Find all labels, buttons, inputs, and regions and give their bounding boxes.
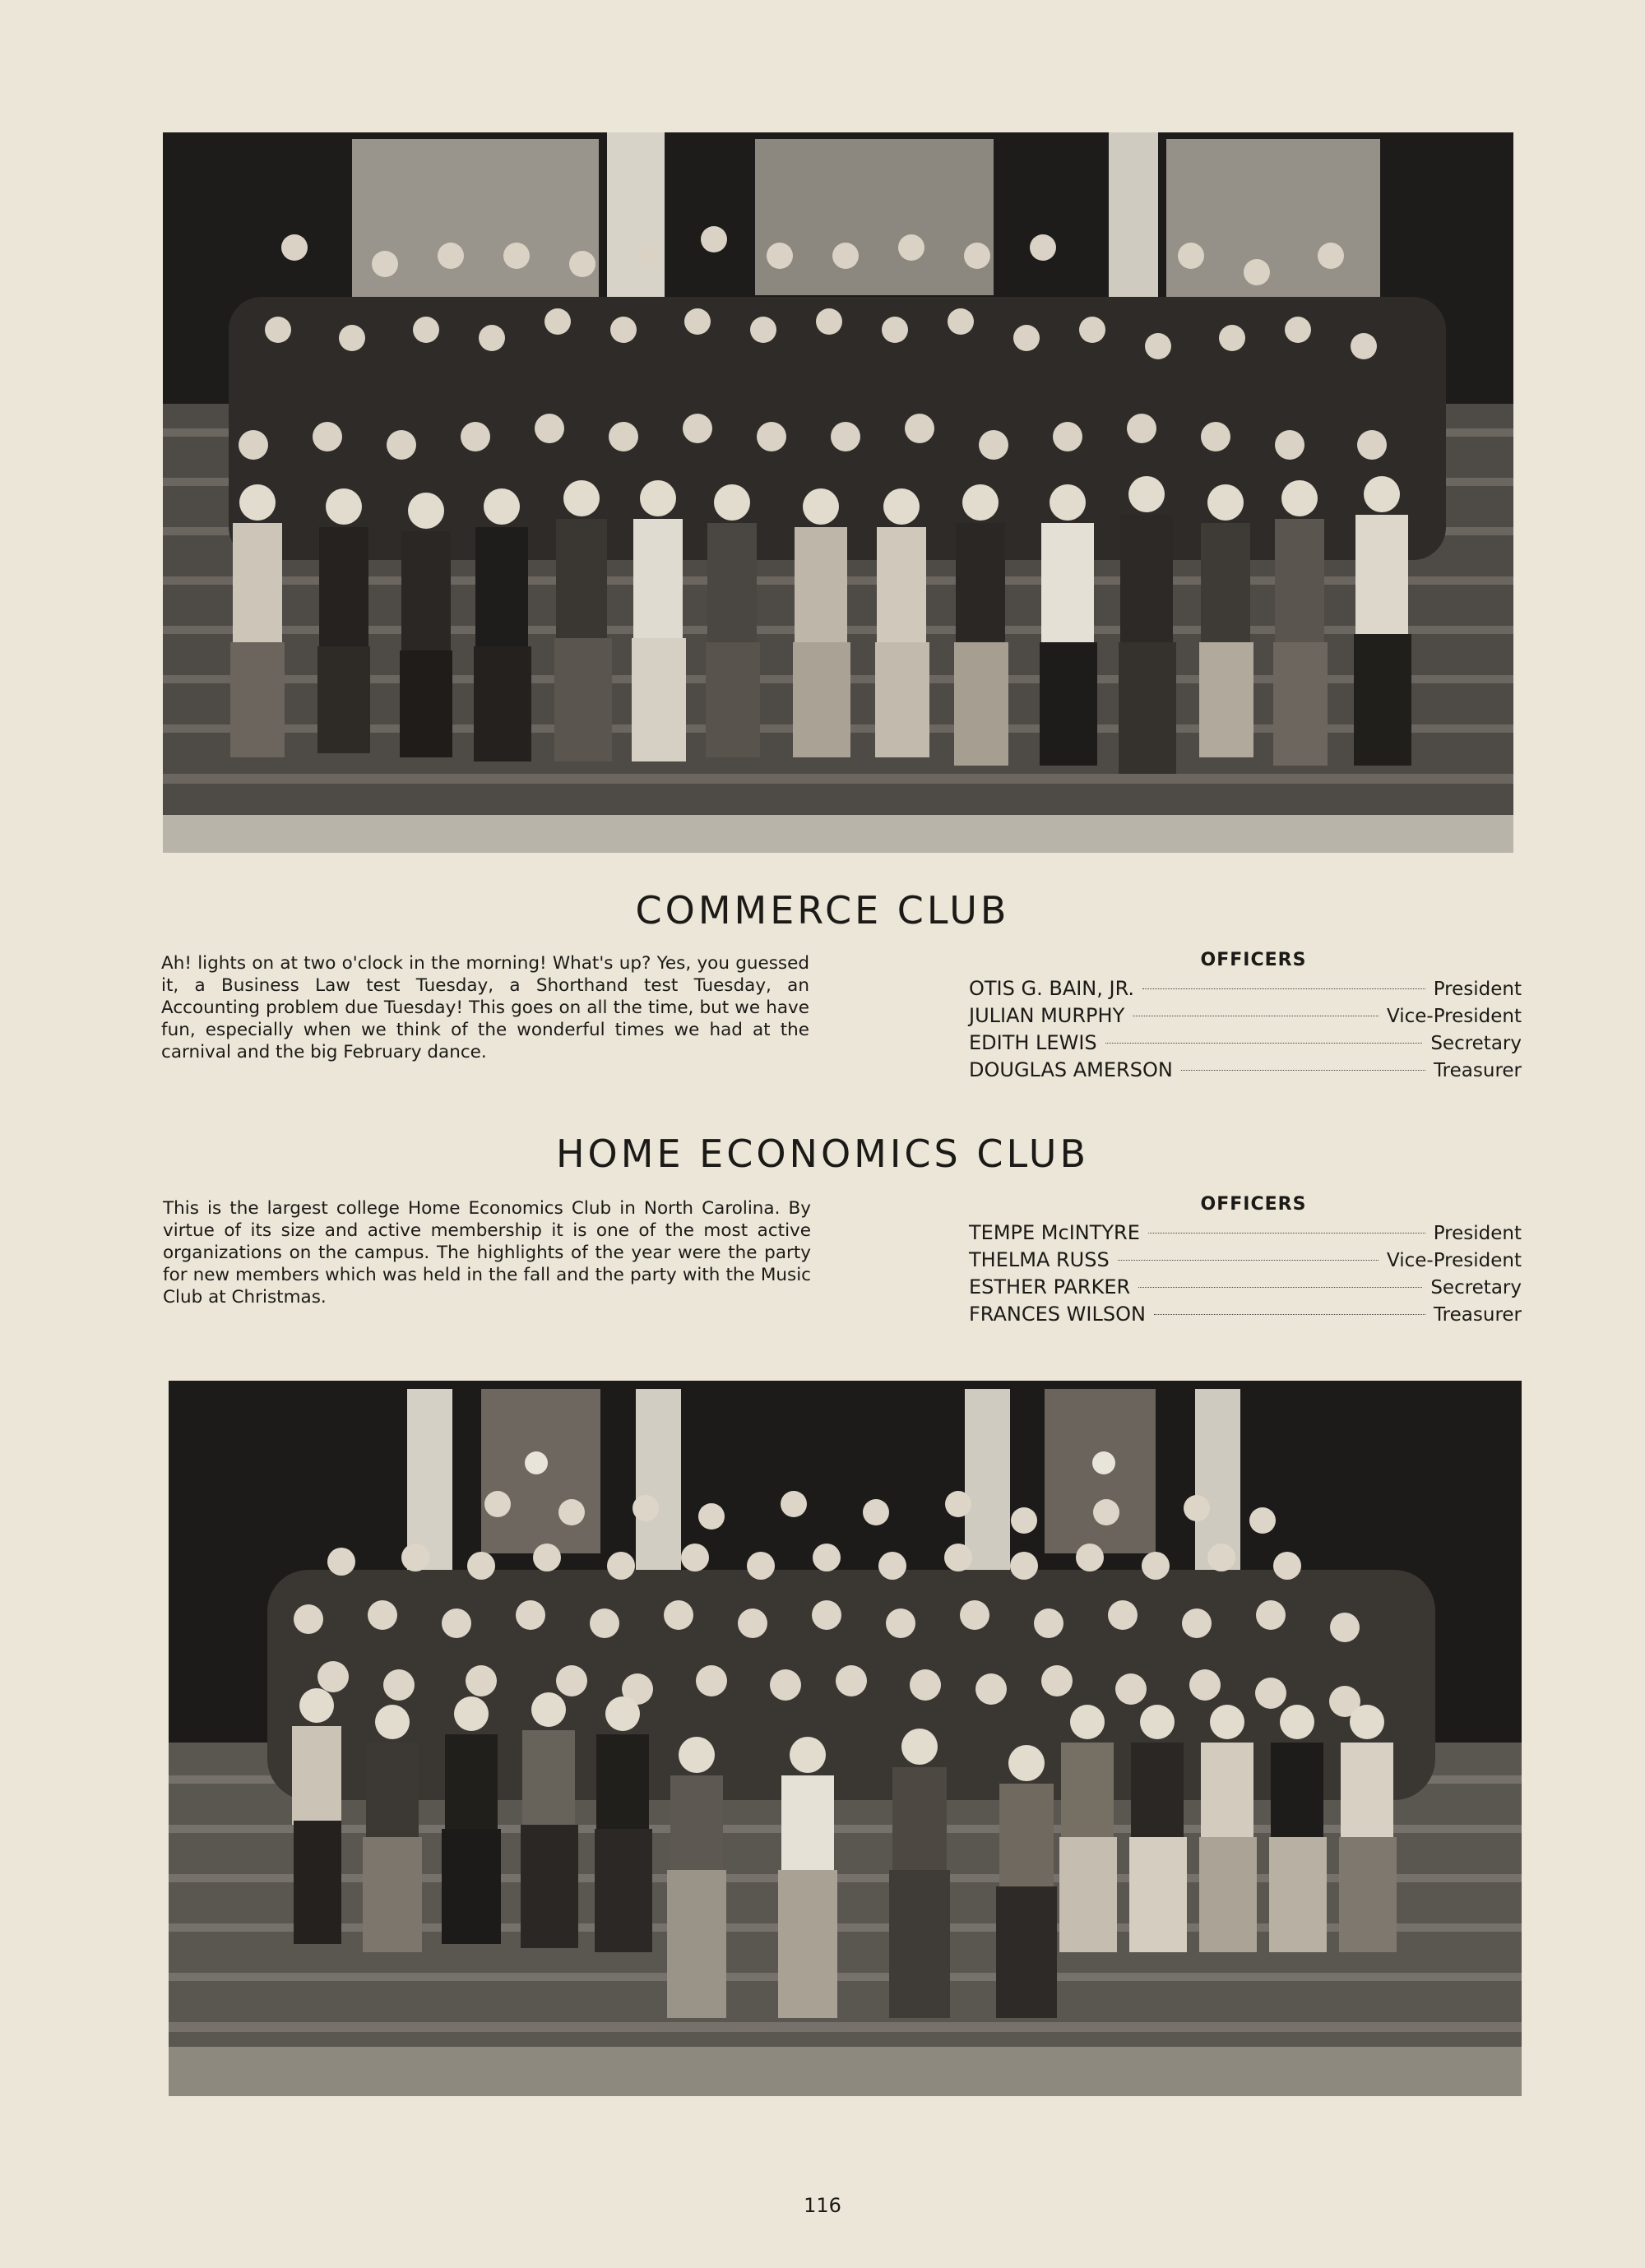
dotted-leader (1142, 988, 1425, 989)
officer-row (969, 1220, 1522, 1247)
officers-heading: OFFICERS (1200, 1194, 1307, 1215)
officer-name: TEMPE McINTYRE (969, 1221, 1140, 1244)
officer-row (969, 975, 1522, 1002)
commerce-club-description: Ah! lights on at two o'clock in the morning! What's up? Yes, you guessed it, a Business Law test Tuesday, a Shorthand test Tuesday, an Accounting problem due Tuesday! This goes on all the time, but we have fun, especially when we think of the wonderful times we had at the carnival and the big February dance. (161, 953, 809, 1062)
officer-row (969, 1057, 1522, 1084)
officer-name: ESTHER PARKER (969, 1275, 1131, 1298)
home-economics-club-description: This is the largest college Home Economics Club in North Carolina. By virtue of its size and active membership it is one of the most active organizations on the campus. The highlights of the year were the party for new members which was held in the fall and the party with the Music Club at Christmas. (163, 1198, 811, 1308)
officer-row (969, 1030, 1522, 1057)
home-economics-club-photo (169, 1381, 1522, 2096)
officer-row (969, 1002, 1522, 1030)
home-economics-club-title: HOME ECONOMICS CLUB (555, 1132, 1090, 1176)
commerce-club-photo (163, 132, 1513, 853)
officer-name: JULIAN MURPHY (969, 1004, 1125, 1027)
officer-role: Vice-President (1387, 1006, 1522, 1027)
officer-row (969, 1274, 1522, 1301)
commerce-officers-list (969, 950, 1522, 1084)
dotted-leader (1154, 1314, 1425, 1315)
officer-name: FRANCES WILSON (969, 1303, 1146, 1326)
officer-role: Secretary (1430, 1033, 1522, 1054)
dotted-leader (1138, 1287, 1422, 1288)
officer-name: THELMA RUSS (969, 1248, 1110, 1271)
officer-role: President (1433, 1223, 1522, 1244)
dotted-leader (1118, 1260, 1379, 1261)
officer-row (969, 1301, 1522, 1328)
officer-name: DOUGLAS AMERSON (969, 1058, 1173, 1081)
officer-role: Vice-President (1387, 1250, 1522, 1271)
dotted-leader (1148, 1233, 1425, 1234)
officer-role: Secretary (1430, 1277, 1522, 1298)
officer-role: Treasurer (1434, 1304, 1522, 1326)
officer-name: EDITH LEWIS (969, 1031, 1097, 1054)
officer-row (969, 1247, 1522, 1274)
officers-heading: OFFICERS (1200, 950, 1307, 970)
commerce-club-title: COMMERCE CLUB (635, 888, 1010, 933)
officer-name: OTIS G. BAIN, JR. (969, 977, 1135, 1000)
dotted-leader (1181, 1070, 1425, 1071)
officer-role: President (1433, 979, 1522, 1000)
officer-role: Treasurer (1434, 1060, 1522, 1081)
page-number: 116 (804, 2194, 841, 2217)
dotted-leader (1105, 1043, 1423, 1044)
home-economics-officers-list (969, 1194, 1522, 1328)
